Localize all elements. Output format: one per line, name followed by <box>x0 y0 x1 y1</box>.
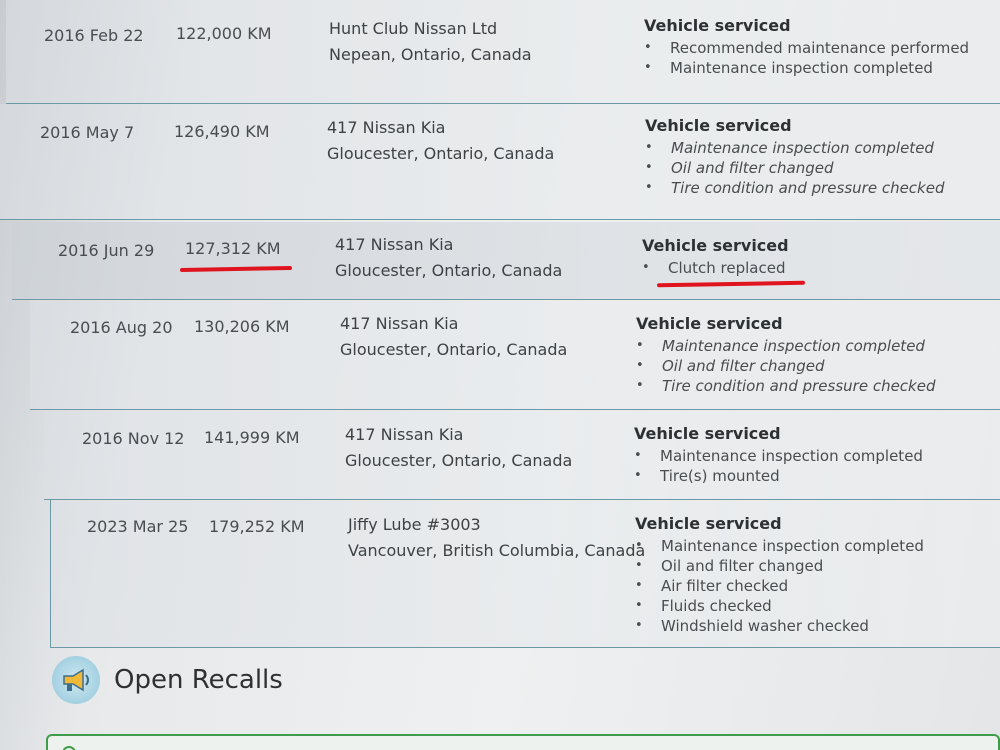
service-item: • Maintenance inspection completed <box>636 336 936 356</box>
odometer-reading: 127,312 KM <box>185 239 281 258</box>
facility-city: Vancouver, British Columbia, Canada <box>348 541 646 560</box>
service-date: 2016 Nov 12 <box>82 429 185 448</box>
service-items-list <box>636 336 936 396</box>
service-date: 2016 Jun 29 <box>58 241 155 260</box>
service-location <box>348 512 645 564</box>
facility-city: Gloucester, Ontario, Canada <box>327 144 555 163</box>
service-details <box>636 314 936 396</box>
service-date: 2023 Mar 25 <box>87 517 189 536</box>
service-items-list <box>635 536 924 636</box>
service-item: • Fluids checked <box>635 596 924 616</box>
facility-city: Gloucester, Ontario, Canada <box>340 340 568 359</box>
service-item: • Tire condition and pressure checked <box>636 376 936 396</box>
service-item: • Clutch replaced <box>642 258 789 278</box>
service-event-title: Vehicle serviced <box>642 236 789 255</box>
recall-notice-box <box>46 734 1000 750</box>
odometer-reading: 179,252 KM <box>209 517 305 536</box>
service-item: • Maintenance inspection completed <box>645 138 945 158</box>
service-item: • Air filter checked <box>635 576 924 596</box>
service-location <box>345 422 572 474</box>
service-items-list <box>634 446 923 486</box>
megaphone-icon <box>52 656 100 704</box>
facility-name: Jiffy Lube #3003 <box>348 515 481 534</box>
facility-name: 417 Nissan Kia <box>340 314 459 333</box>
service-item: • Maintenance inspection completed <box>634 446 923 466</box>
odometer-reading: 130,206 KM <box>194 317 290 336</box>
service-event-title: Vehicle serviced <box>645 116 792 135</box>
service-details <box>645 116 945 198</box>
odometer-reading: 126,490 KM <box>174 122 270 141</box>
facility-city: Gloucester, Ontario, Canada <box>345 451 573 470</box>
service-location <box>327 115 554 167</box>
facility-name: Hunt Club Nissan Ltd <box>329 19 498 38</box>
service-item: • Maintenance inspection completed <box>635 536 924 556</box>
odometer-red-underline <box>180 266 292 272</box>
odometer-reading: 141,999 KM <box>204 428 300 447</box>
service-item: • Tire(s) mounted <box>634 466 923 486</box>
table-row <box>50 500 1000 648</box>
clutch-red-underline <box>657 281 805 288</box>
service-event-title: Vehicle serviced <box>635 514 782 533</box>
service-item: • Oil and filter changed <box>645 158 945 178</box>
service-event-title: Vehicle serviced <box>636 314 783 333</box>
status-circle-icon <box>62 746 76 750</box>
service-details <box>642 236 789 278</box>
service-details <box>634 424 923 486</box>
service-location <box>340 311 567 363</box>
service-location <box>329 16 532 68</box>
service-date: 2016 May 7 <box>40 123 135 142</box>
service-item: • Recommended maintenance performed <box>644 38 969 58</box>
service-items-list <box>642 258 789 278</box>
service-location <box>335 232 562 284</box>
odometer-reading: 122,000 KM <box>176 24 272 43</box>
facility-name: 417 Nissan Kia <box>335 235 454 254</box>
table-row <box>6 0 1000 104</box>
service-item: • Windshield washer checked <box>635 616 924 636</box>
service-details <box>635 514 924 636</box>
open-recalls-title: Open Recalls <box>114 665 283 695</box>
service-event-title: Vehicle serviced <box>634 424 781 443</box>
service-items-list <box>645 138 945 198</box>
service-items-list <box>644 38 969 78</box>
facility-name: 417 Nissan Kia <box>327 118 446 137</box>
facility-city: Gloucester, Ontario, Canada <box>335 261 563 280</box>
service-details <box>644 16 969 78</box>
table-row <box>44 410 1000 500</box>
service-date: 2016 Feb 22 <box>44 26 144 45</box>
table-row <box>12 222 1000 300</box>
facility-name: 417 Nissan Kia <box>345 425 464 444</box>
service-item: • Oil and filter changed <box>635 556 924 576</box>
service-item: • Maintenance inspection completed <box>644 58 969 78</box>
table-row <box>0 104 1000 220</box>
service-date: 2016 Aug 20 <box>70 318 173 337</box>
service-event-title: Vehicle serviced <box>644 16 791 35</box>
service-item: • Oil and filter changed <box>636 356 936 376</box>
facility-city: Nepean, Ontario, Canada <box>329 45 532 64</box>
service-item: • Tire condition and pressure checked <box>645 178 945 198</box>
table-row <box>30 300 1000 410</box>
open-recalls-section-header <box>52 652 283 708</box>
